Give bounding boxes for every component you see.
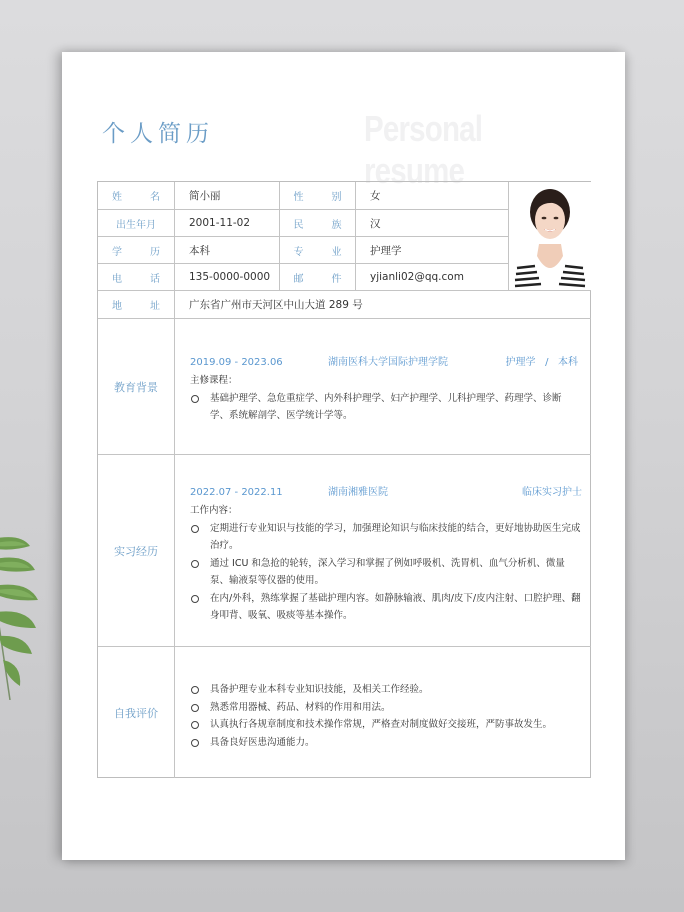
- internship-header: [190, 484, 582, 502]
- fern-leaf-decoration: [0, 530, 50, 700]
- circle-bullet-icon: [191, 395, 199, 403]
- circle-bullet-icon: [191, 686, 199, 694]
- section-label-internship: 实习经历: [98, 455, 175, 647]
- label-gender: 性 别: [280, 182, 356, 210]
- internship-org: 湖南湘雅医院: [328, 487, 388, 499]
- value-phone: 135-0000-0000: [175, 264, 280, 291]
- label-address: 地 址: [98, 291, 175, 319]
- list-item: 认真执行各规章制度和技术操作常规，严格查对制度做好交接班，严防事故发生。: [190, 716, 582, 734]
- list-item: 定期进行专业知识与技能的学习，加强理论知识与临床技能的结合，更好地协助医生完成治疗。: [190, 520, 582, 555]
- list-item: 在内/外科，熟练掌握了基础护理内容。如静脉输液、肌肉/皮下/皮内注射、口腔护理、翻身叩背、吸氧、吸痰等基本操作。: [190, 590, 582, 625]
- label-name: 姓 名: [98, 182, 175, 210]
- list-item: 具备护理专业本科专业知识技能，及相关工作经验。: [190, 681, 582, 699]
- label-phone: 电 话: [98, 264, 175, 291]
- resume-page: [62, 52, 625, 860]
- education-subtitle: 主修课程：: [190, 375, 238, 386]
- circle-bullet-icon: [191, 721, 199, 729]
- list-item: 基础护理学、急危重症学、内外科护理学、妇产护理学、儿科护理学、药理学、诊断学、系统解剖学、医学统计学等。: [190, 390, 578, 425]
- list-item: 具备良好医患沟通能力。: [190, 734, 582, 752]
- internship-content: [190, 484, 582, 625]
- section-label-self-evaluation: 自我评价: [98, 647, 175, 778]
- section-label-education: 教育背景: [98, 319, 175, 455]
- internship-role: 临床实习护士: [522, 487, 582, 499]
- value-birth-date: 2001-11-02: [175, 210, 280, 237]
- self-evaluation-content: [190, 681, 582, 751]
- education-header: [190, 354, 578, 372]
- list-item: 熟悉常用器械、药品、材料的作用和用法。: [190, 699, 582, 717]
- profile-photo: [509, 182, 591, 291]
- page-title: 个人简历: [102, 121, 214, 147]
- value-address: 广东省广州市天河区中山大道 289 号: [175, 291, 591, 319]
- page-title-watermark: Personal resume: [364, 108, 483, 191]
- internship-period: 2022.07 - 2022.11: [190, 487, 283, 499]
- label-ethnicity: 民 族: [280, 210, 356, 237]
- internship-subtitle: 工作内容：: [190, 505, 238, 516]
- value-gender: 女: [356, 182, 509, 210]
- label-birth-date: 出生年月: [98, 210, 175, 237]
- education-content: [190, 354, 578, 425]
- value-education-level: 本科: [175, 237, 280, 264]
- resume-table: [97, 181, 591, 778]
- list-item: 通过 ICU 和急抢的轮转，深入学习和掌握了例如呼吸机、洗胃机、血气分析机、微量泵、输液泵等仪器的使用。: [190, 555, 582, 590]
- education-school: 湖南医科大学国际护理学院: [328, 357, 448, 369]
- circle-bullet-icon: [191, 704, 199, 712]
- education-major-degree: 护理学 / 本科: [505, 357, 578, 369]
- label-education-level: 学 历: [98, 237, 175, 264]
- value-email: yjianli02@qq.com: [356, 264, 509, 291]
- circle-bullet-icon: [191, 595, 199, 603]
- label-major: 专 业: [280, 237, 356, 264]
- portrait-icon: [509, 182, 591, 290]
- value-ethnicity: 汉: [356, 210, 509, 237]
- value-name: 简小丽: [175, 182, 280, 210]
- circle-bullet-icon: [191, 525, 199, 533]
- circle-bullet-icon: [191, 560, 199, 568]
- education-period: 2019.09 - 2023.06: [190, 357, 283, 369]
- circle-bullet-icon: [191, 739, 199, 747]
- label-email: 邮 件: [280, 264, 356, 291]
- value-major: 护理学: [356, 237, 509, 264]
